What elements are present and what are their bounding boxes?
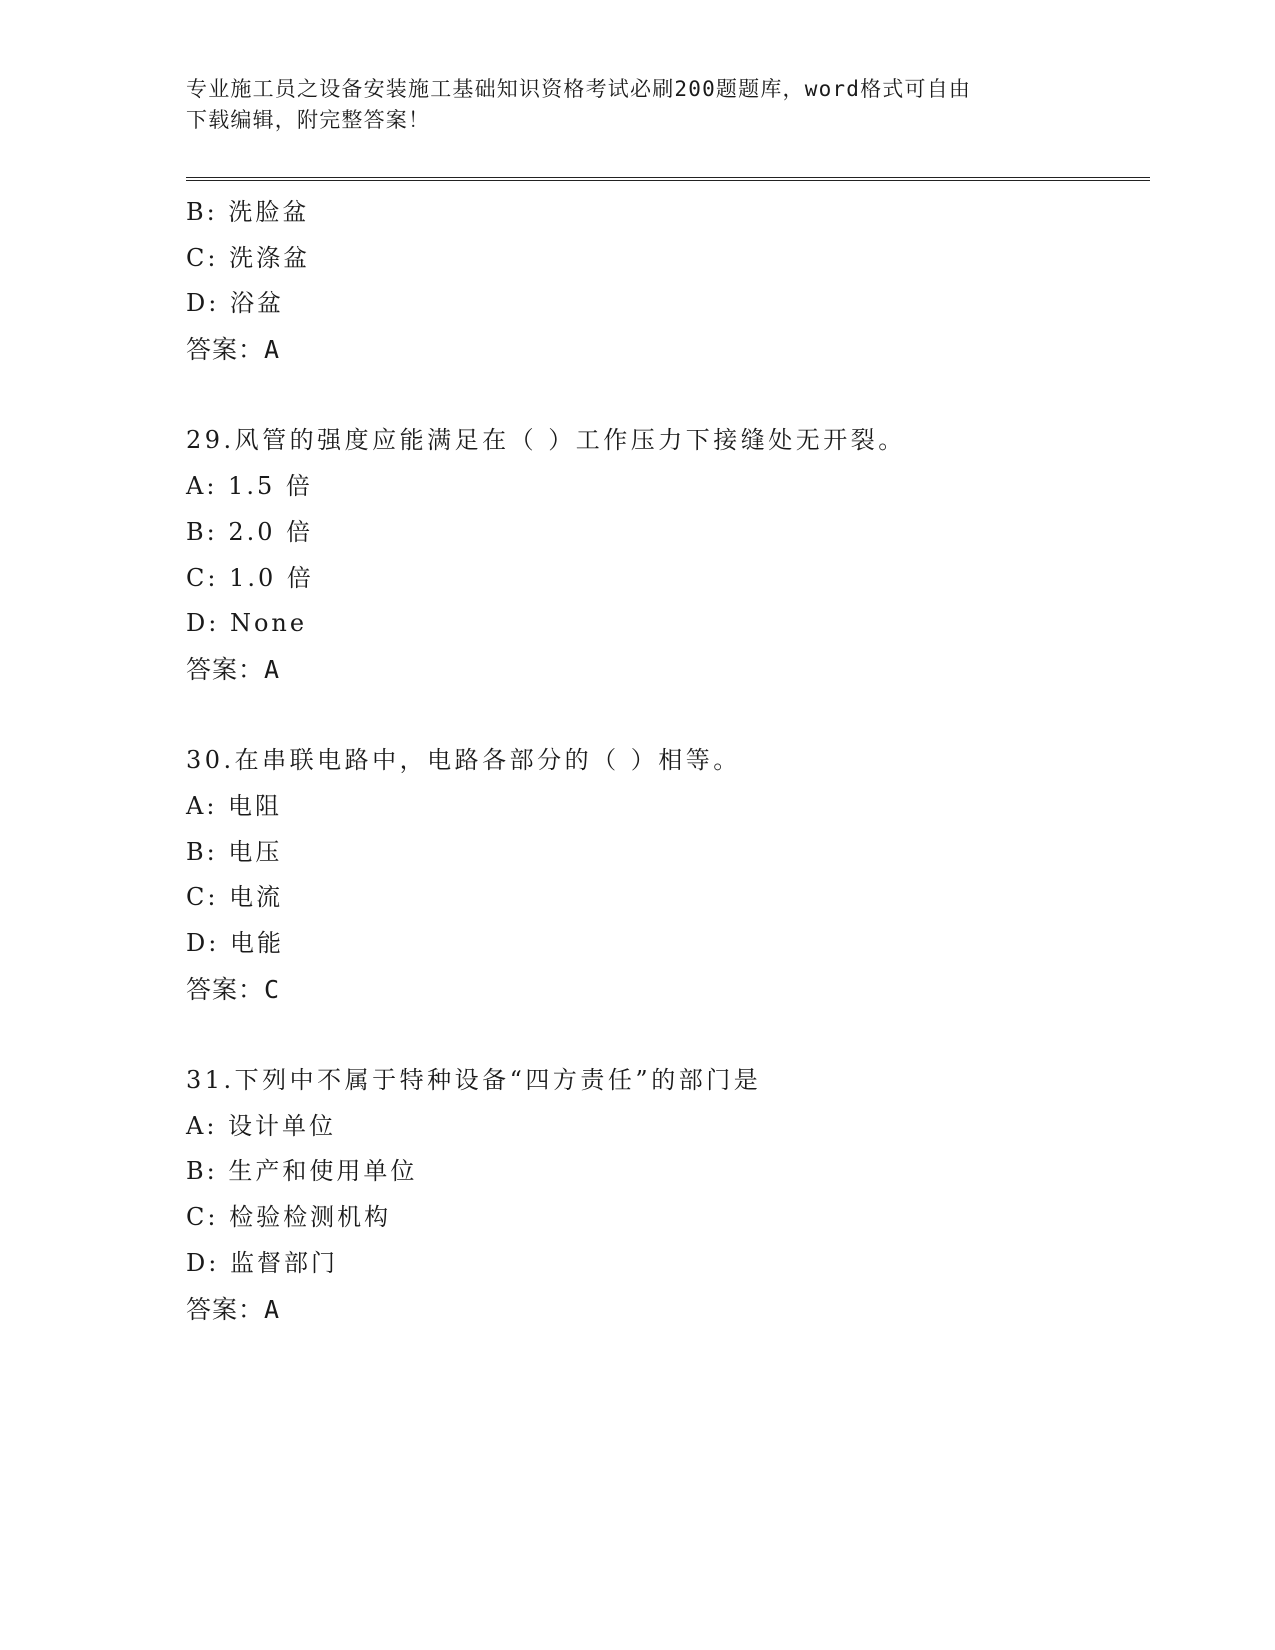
option-a: A: 电阻 [186, 791, 283, 820]
option-c: C: 1.0 倍 [186, 563, 314, 592]
question-30 [186, 738, 1146, 1012]
answer: 答案：A [186, 1294, 281, 1324]
header-line-2: 下载编辑，附完整答案！ [186, 108, 431, 132]
question-title: 29.风管的强度应能满足在（ ）工作压力下接缝处无开裂。 [186, 426, 906, 455]
option-c: C: 洗涤盆 [186, 243, 311, 272]
header-divider [186, 177, 1150, 181]
question-31 [186, 1058, 1146, 1332]
option-d: D: 监督部门 [186, 1248, 338, 1277]
option-d: D: 浴盆 [186, 289, 284, 318]
option-b: B: 洗脸盆 [186, 198, 310, 226]
option-c: C: 检验检测机构 [186, 1203, 392, 1232]
header-line-1: 专业施工员之设备安装施工基础知识资格考试必刷200题题库，word格式可自由 [186, 77, 972, 101]
option-b: B: 2.0 倍 [186, 517, 314, 546]
option-a: A: 1.5 倍 [186, 472, 313, 501]
option-d: D: None [186, 609, 308, 638]
question-29 [186, 418, 1146, 692]
question-28-partial [186, 190, 1146, 373]
option-a: A: 设计单位 [186, 1111, 337, 1140]
question-title: 31.下列中不属于特种设备“四方责任”的部门是 [186, 1066, 762, 1095]
option-b: B: 生产和使用单位 [186, 1157, 418, 1186]
question-list [186, 190, 1146, 1332]
answer: 答案：A [186, 654, 281, 684]
question-title: 30.在串联电路中，电路各部分的（ ）相等。 [186, 746, 741, 775]
answer: 答案：C [186, 974, 281, 1004]
option-b: B: 电压 [186, 837, 283, 866]
document-header [186, 74, 1086, 136]
option-d: D: 电能 [186, 929, 284, 957]
answer: 答案：A [186, 335, 281, 365]
option-c: C: 电流 [186, 883, 284, 912]
